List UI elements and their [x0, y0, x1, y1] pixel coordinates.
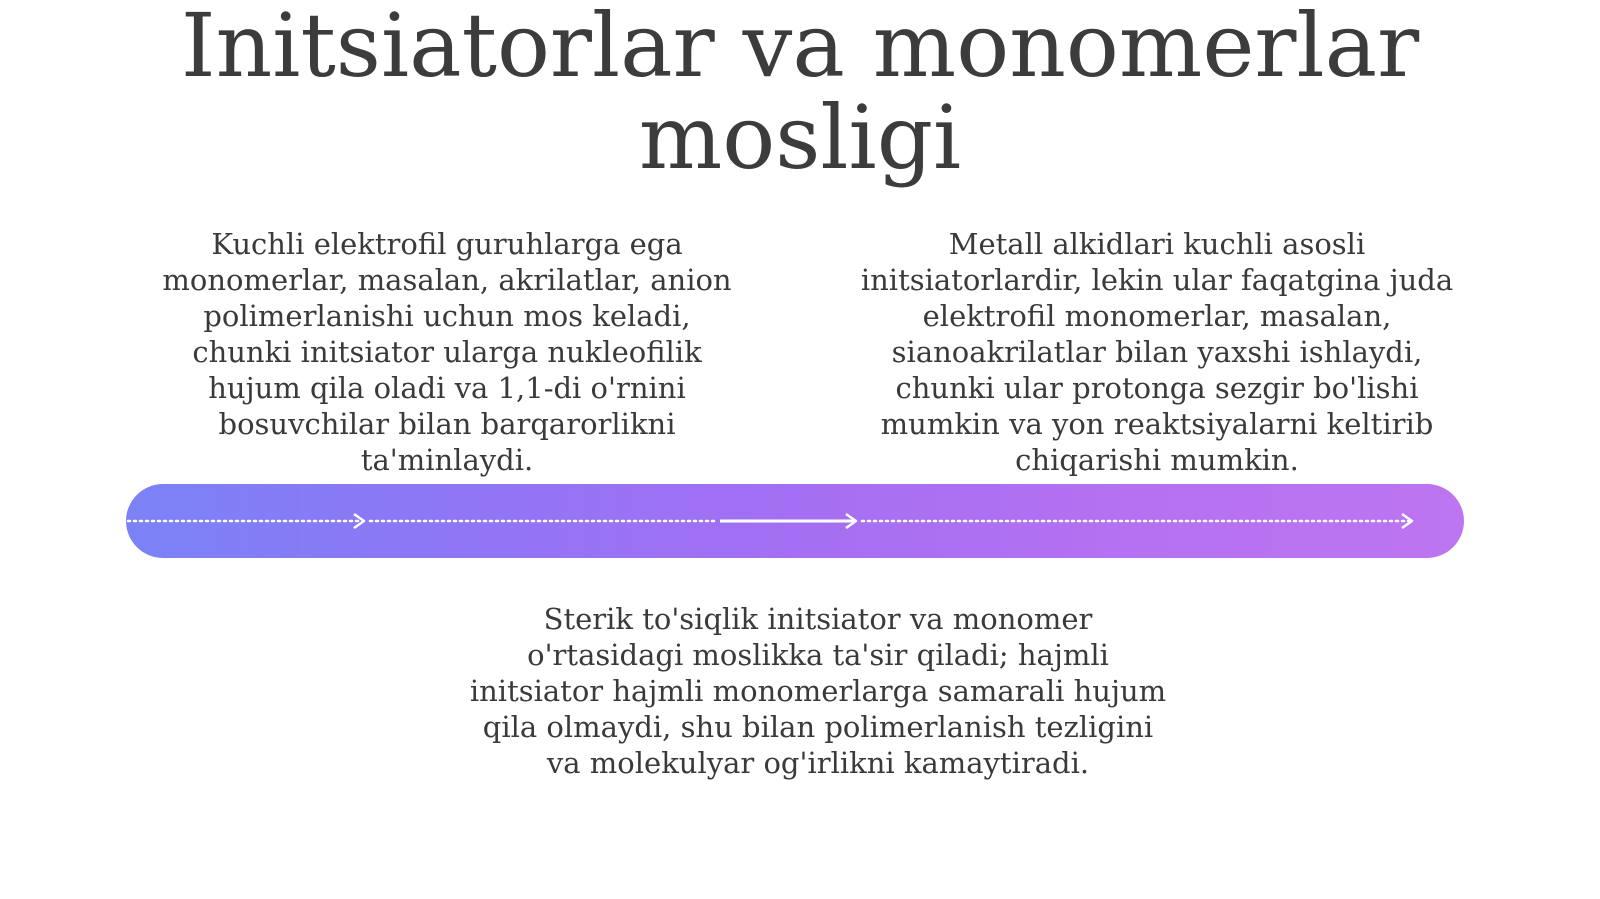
timeline-arrows — [126, 484, 1464, 558]
bottom-text-block: Sterik to'siqlik initsiator va monomer o'rtasidagi moslikka ta'sir qiladi; hajmli initsiator hajmli monomerlarga samarali hujum qila olmaydi, shu bilan polimerlanish tezligini va molekulyar og'irlikni kamaytiradi. — [469, 602, 1167, 780]
slide-title: Initsiatorlar va monomerlar mosligi — [180, 0, 1420, 189]
timeline-bar — [126, 484, 1464, 558]
right-text-block: Metall alkidlari kuchli asosli initsiatorlardir, lekin ular faqatgina juda elektrofil monomerlar, masalan, sianoakrilatlar bilan yaxshi ishlaydi, chunki ular protonga sezgir bo'lishi mumkin va yon reaktsiyalarni keltirib chiqarishi mumkin. — [860, 227, 1454, 477]
left-text-block: Kuchli elektrofil guruhlarga ega monomerlar, masalan, akrilatlar, anion polimerlanishi uchun mos keladi, chunki initsiator ularga nukleofilik hujum qila oladi va 1,1-di o'rnini bosuvchilar bilan barqarorlikni ta'minlaydi. — [162, 227, 732, 477]
